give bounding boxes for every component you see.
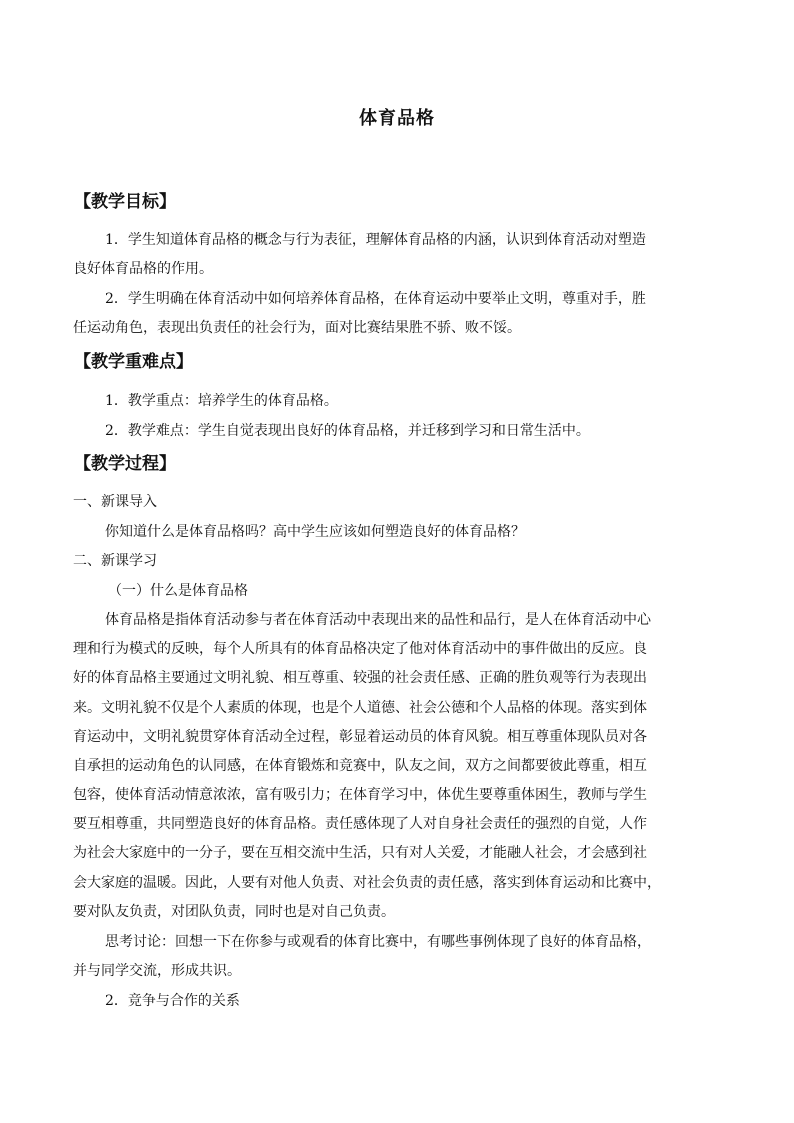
paragraph-line: 1．学生知道体育品格的概念与行为表征，理解体育品格的内涵，认识到体育活动对塑造 — [105, 232, 646, 248]
paragraph-line: 体育品格是指体育活动参与者在体育活动中表现出来的品性和品行，是人在体育活动中心 — [105, 612, 651, 628]
paragraph-line: 会大家庭的温暖。因此，人要有对他人负责、对社会负责的责任感，落实到体育运动和比赛中， — [73, 875, 661, 891]
page-title: 体育品格 — [359, 108, 435, 129]
paragraph-line: 你知道什么是体育品格吗？高中学生应该如何塑造良好的体育品格？ — [105, 524, 525, 540]
paragraph-line: 2．教学难点：学生自觉表现出良好的体育品格，并迁移到学习和日常生活中。 — [105, 423, 590, 439]
paragraph-line: 二、新课学习 — [73, 553, 157, 569]
paragraph-line: 好的体育品格主要通过文明礼貌、相互尊重、较强的社会责任感、正确的胜负观等行为表现出 — [73, 670, 647, 686]
paragraph-line: 任运动角色，表现出负责任的社会行为，面对比赛结果胜不骄、败不馁。 — [73, 320, 521, 336]
subheading-line: （一）什么是体育品格 — [108, 583, 248, 599]
section-heading-process: 【教学过程】 — [74, 454, 176, 474]
paragraph-line: 一、新课导入 — [73, 494, 157, 510]
paragraph-line: 包容，使体育活动情意浓浓，富有吸引力；在体育学习中，体优生要尊重体困生，教师与学生 — [73, 787, 647, 803]
paragraph-line: 要互相尊重，共同塑造良好的体育品格。责任感体现了人对自身社会责任的强烈的自觉，人作 — [73, 816, 647, 832]
paragraph-line: 理和行为模式的反映，每个人所具有的体育品格决定了他对体育活动中的事件做出的反应。良 — [73, 641, 647, 657]
paragraph-line: 思考讨论：回想一下在你参与或观看的体育比赛中，有哪些事例体现了良好的体育品格， — [105, 934, 651, 950]
paragraph-line: 来。文明礼貌不仅是个人素质的体现，也是个人道德、社会公德和个人品格的体现。落实到体 — [73, 700, 647, 716]
paragraph-line: 自承担的运动角色的认同感，在体育锻炼和竞赛中，队友之间，双方之间都要彼此尊重，相互 — [73, 758, 647, 774]
paragraph-line: 育运动中，文明礼貌贯穿体育活动全过程，彰显着运动员的体育风貌。相互尊重体现队员对各 — [73, 729, 647, 745]
section-heading-key-points: 【教学重难点】 — [74, 352, 193, 372]
section-heading-goals: 【教学目标】 — [74, 192, 176, 212]
paragraph-line: 并与同学交流，形成共识。 — [73, 963, 241, 979]
paragraph-line: 1．教学重点：培养学生的体育品格。 — [105, 393, 338, 409]
paragraph-line: 为社会大家庭中的一分子，要在互相交流中生活，只有对人关爱，才能融人社会，才会感到社 — [73, 845, 647, 861]
paragraph-line: 要对队友负责，对团队负责，同时也是对自己负责。 — [73, 904, 395, 920]
paragraph-line: 2．学生明确在体育活动中如何培养体育品格，在体育运动中要举止文明，尊重对手，胜 — [105, 291, 646, 307]
subheading-line: 2．竞争与合作的关系 — [105, 993, 240, 1009]
paragraph-line: 良好体育品格的作用。 — [73, 261, 213, 277]
